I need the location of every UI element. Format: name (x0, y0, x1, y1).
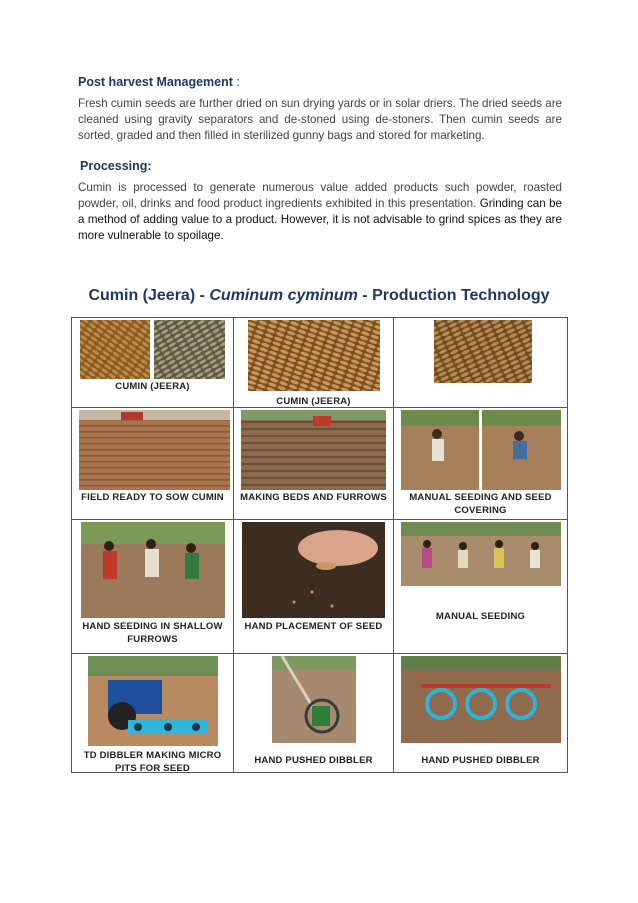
td-dibbler-photo (88, 656, 218, 746)
manual-seeding-covering-photo (401, 410, 561, 490)
title-part-1: Cumin (Jeera) - (88, 287, 210, 304)
grid-cell-manual-seeding (394, 520, 568, 654)
hand-seeding-photo (81, 522, 225, 618)
processing-text-a: Cumin is processed to generate numerous value added products such powder, roasted powder, oil, drinks and food product ingredients exhibited in this presentation. (78, 181, 562, 210)
processing-heading (80, 159, 152, 173)
processing-heading-text: Processing: (80, 159, 152, 173)
grid-cell-hand-placement (234, 520, 394, 654)
cumin-seeds-closeup-photo (434, 320, 532, 383)
hand-pushed-dibbler-photo-1 (272, 656, 356, 743)
cumin-seeds-photo (248, 320, 380, 391)
caption-r4c1: TD DIBBLER MAKING MICRO PITS FOR SEED (83, 750, 222, 773)
production-technology-title (0, 287, 638, 305)
processing-paragraph (78, 180, 562, 244)
hand-placement-photo (242, 522, 385, 618)
processing-text-b: Grinding can be a method of adding value to a product. However, it is not advisable to grind spices as they are more vulnerable to spoilage. (78, 197, 562, 242)
manual-seeding-photo (401, 522, 561, 586)
post-harvest-heading-suffix: : (232, 75, 240, 89)
caption-r2c2: MAKING BEDS AND FURROWS (240, 492, 387, 503)
caption-r2c3: MANUAL SEEDING AND SEED COVERING (409, 492, 552, 516)
caption-r3c2: HAND PLACEMENT OF SEED (244, 621, 383, 632)
grid-cell-hand-pushed-dibbler-1 (234, 654, 394, 773)
field-ready-photo (79, 410, 230, 490)
production-image-grid (71, 317, 568, 773)
caption-r4c3: HAND PUSHED DIBBLER (421, 755, 540, 766)
grid-cell-field-ready (72, 408, 234, 520)
post-harvest-paragraph: Fresh cumin seeds are further dried on sun drying yards or in solar driers. The dried seeds are cleaned using gravity separators and de-stoned using de-stoners. Then cumin seeds are sorted, graded and then filled in sterilized gunny bags and stored for marketing. (78, 97, 562, 142)
grid-cell-td-dibbler (72, 654, 234, 773)
grid-cell-cumin-seeds-1 (72, 318, 234, 408)
grid-cell-cumin-seeds-2 (234, 318, 394, 408)
title-part-3: - Production Technology (357, 287, 550, 304)
caption-r1c2: CUMIN (JEERA) (276, 396, 351, 407)
grid-cell-hand-seeding (72, 520, 234, 654)
post-harvest-heading-text: Post harvest Management (78, 75, 233, 89)
caption-r3c3: MANUAL SEEDING (435, 611, 526, 622)
caption-r1c1: CUMIN (JEERA) (115, 381, 190, 392)
caption-r3c1: HAND SEEDING IN SHALLOW FURROWS (82, 621, 223, 645)
grid-cell-manual-seeding-covering (394, 408, 568, 520)
grid-cell-making-beds (234, 408, 394, 520)
grid-cell-hand-pushed-dibbler-2 (394, 654, 568, 773)
cumin-seeds-photo-pair (80, 320, 225, 379)
making-beds-photo (241, 410, 386, 490)
caption-r4c2: HAND PUSHED DIBBLER (254, 755, 373, 766)
post-harvest-heading (78, 75, 240, 89)
title-part-2: Cuminum cyminum (209, 287, 358, 304)
hand-pushed-dibbler-photo-2 (401, 656, 561, 743)
grid-cell-cumin-seeds-3 (394, 318, 568, 408)
caption-r2c1: FIELD READY TO SOW CUMIN (81, 492, 224, 503)
